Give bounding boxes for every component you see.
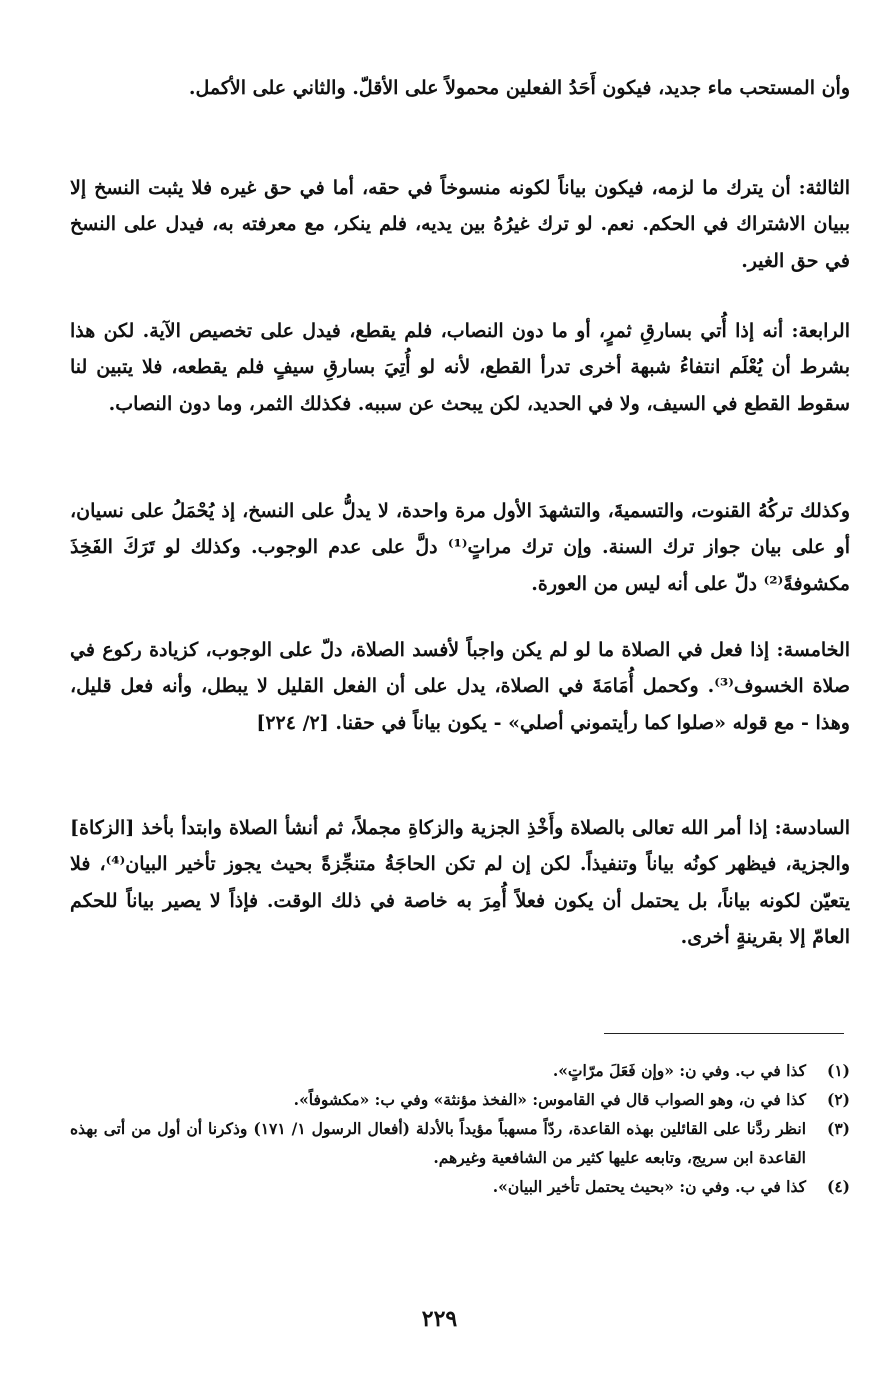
paragraph-3 [70,313,850,422]
paragraph-5-heading: الخامسة [783,639,850,661]
footnote-item [70,1056,850,1085]
footnote-item [70,1172,850,1201]
page-number: ٢٢٩ [421,1306,458,1332]
paragraph-6-text: : إذا أمر الله تعالى بالصلاة وأَخْذِ الجزية والزكاةِ مجملاً، ثم أنشأ الصلاة وابتدأ بأخذ [الزكاة] والجزية، فيظهر كونُه بياناً وتنفيذاً. لكن إن لم تكن الحاجَةُ متنجِّزةً بحيث يجوز تأخير البيان⁽⁴⁾، فلا يتعيّن لكونه بياناً، بل يحتمل أن يكون فعلاً أُمِرَ به خاصة في ذلك الوقت. فإذاً لا يصير بياناً للحكم العامّ إلا بقرينةٍ أخرى. [70,817,851,948]
paragraph-6 [70,810,850,955]
paragraph-4-text: وكذلك تركُهُ القنوت، والتسميةَ، والتشهدَ الأول مرة واحدة، لا يدلُّ على النسخ، إذ يُحْمَلُ على نسيان، أو على بيان جواز ترك السنة. وإن ترك مراتٍ⁽¹⁾ دلَّ على عدم الوجوب. وكذلك لو تَرَكَ الفَخِذَ مكشوفةً⁽²⁾ دلّ على أنه ليس من العورة. [70,500,850,595]
paragraph-1-text: وأن المستحب ماء جديد، فيكون أَحَدُ الفعلين محمولاً على الأقلّ. والثاني على الأكمل. [188,77,850,99]
footnote-text: انظر ردَّنا على القائلين بهذه القاعدة، ردّاً مسهباً مؤيداً بالأدلة (أفعال الرسول ١/ ١٧١) وذكرنا أن أول من أتى بهذه القاعدة ابن سريج، وتابعه عليها كثير من الشافعية وغيرهم. [70,1119,807,1167]
footnote-item [70,1114,850,1172]
paragraph-5-text: : إذا فعل في الصلاة ما لو لم يكن واجباً لأفسد الصلاة، دلّ على الوجوب، كزيادة ركوع في صلاة الخسوف⁽³⁾. وكحمل أُمَامَةَ في الصلاة، يدل على أن الفعل القليل لا يبطل، وأنه فعل قليل، وهذا - مع قوله «صلوا كما رأيتموني أصلي» - يكون بياناً في حقنا. [٢/ ٢٢٤] [70,639,850,734]
footnote-text: كذا في ن، وهو الصواب قال في القاموس: «الفخذ مؤنثة» وفي ب: «مكشوفاً». [293,1090,806,1109]
footnote-number: (٢) [826,1090,850,1109]
footnote-text: كذا في ب. وفي ن: «وإن فَعَلَ مرّاتٍ». [552,1061,806,1080]
footnote-number: (١) [826,1061,850,1080]
paragraph-3-text: : أنه إذا أُتي بسارقِ ثمرٍ، أو ما دون النصاب، فلم يقطع، فيدل على تخصيص الآية. لكن هذا بشرط أن يُعْلَم انتفاءُ شبهة أخرى تدرأ القطع، لأنه لو أُتِيَ بسارقِ سيفٍ فلم يقطعه، فلا يتبين لنا سقوط القطع في السيف، ولا في الحديد، لكن يبحث عن سببه. فكذلك الثمر، وما دون النصاب. [70,320,850,415]
footnotes [70,1056,850,1201]
footnote-divider [604,1033,844,1034]
paragraph-5 [70,632,850,741]
paragraph-1 [70,70,850,106]
footnote-item [70,1085,850,1114]
paragraph-3-heading: الرابعة [798,320,850,342]
paragraph-2-heading: الثالثة [805,177,850,199]
footnote-number: (٤) [826,1177,850,1196]
paragraph-4 [70,493,850,602]
footnote-number: (٣) [826,1119,850,1138]
paragraph-2-text: : أن يترك ما لزمه، فيكون بياناً لكونه منسوخاً في حقه، أما في حق غيره فلا يثبت النسخ إلا ببيان الاشتراك في الحكم. نعم. لو ترك غيرُهُ بين يديه، فلم ينكر، مع معرفته به، فيدل على النسخ في حق الغير. [70,177,850,272]
paragraph-2 [70,170,850,279]
paragraph-6-heading: السادسة [781,817,850,839]
footnote-text: كذا في ب. وفي ن: «بحيث يحتمل تأخير البيان». [492,1177,806,1196]
